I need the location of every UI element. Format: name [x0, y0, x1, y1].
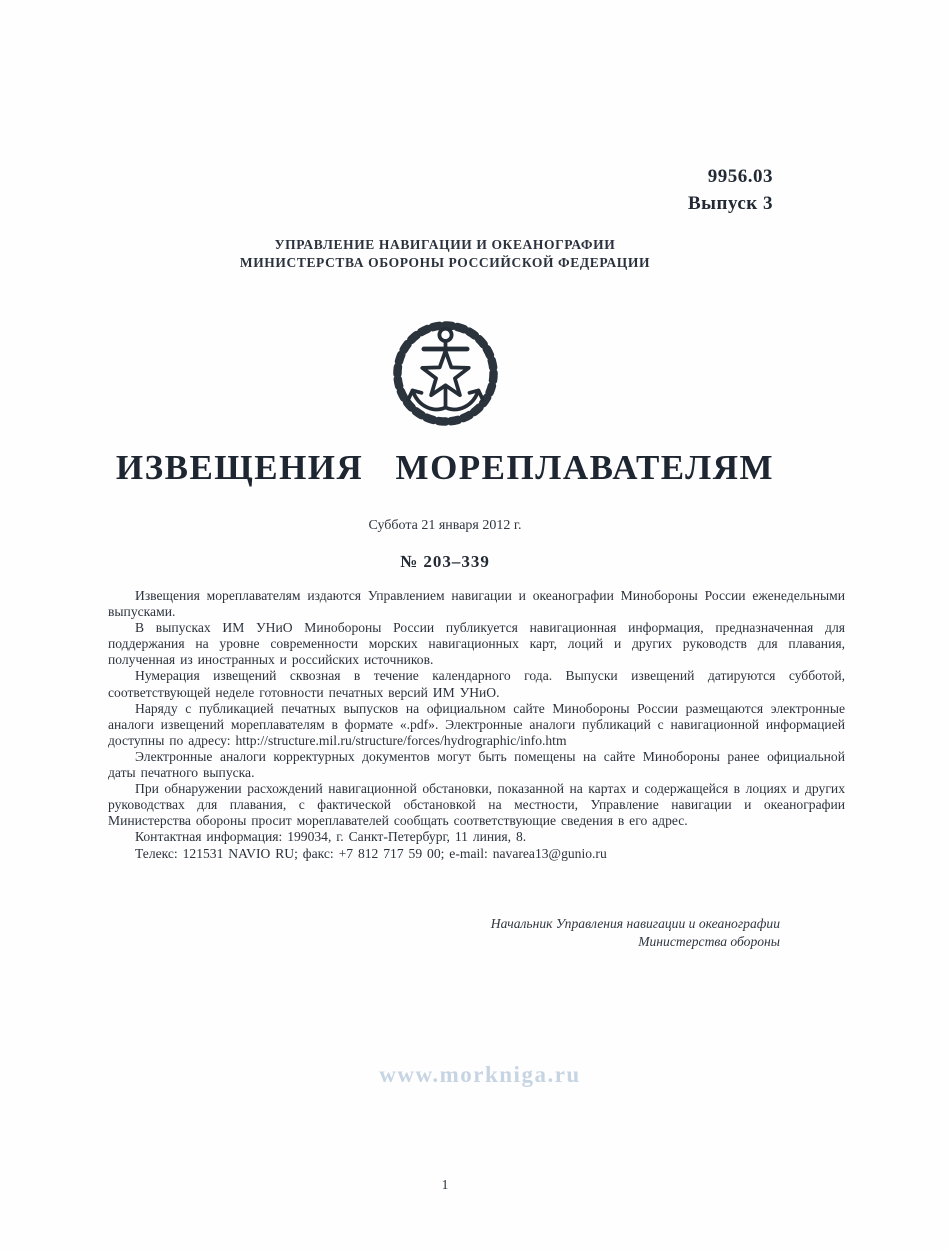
anchor-star-chain-emblem: [389, 317, 502, 430]
document-title: ИЗВЕЩЕНИЯ МОРЕПЛАВАТЕЛЯМ: [115, 448, 775, 487]
publication-code: 9956.03: [707, 166, 773, 187]
organization-line-2: МИНИСТЕРСТВА ОБОРОНЫ РОССИЙСКОЙ ФЕДЕРАЦИИ: [239, 255, 651, 270]
page-number: 1: [441, 1177, 449, 1192]
emblem-container: [0, 317, 890, 430]
paragraph-numbering: Нумерация извещений сквозная в течение календарного года. Выпуски извещений датируются субботой, соответствующей неделе готовности печатных версий ИМ УНиО.: [108, 668, 845, 700]
paragraph-early-publication: Электронные аналоги корректурных документов могут быть помещены на сайте Минобороны ранее официальной даты печатного выпуска.: [108, 748, 845, 781]
issue-date: Суббота 21 января 2012 г.: [368, 518, 522, 533]
issuing-organization: [0, 236, 890, 272]
organization-line-1: УПРАВЛЕНИЕ НАВИГАЦИИ И ОКЕАНОГРАФИИ: [274, 237, 616, 252]
watermark-text: www.morkniga.ru: [379, 1062, 581, 1087]
paragraph-intro: Извещения мореплавателям издаются Управлением навигации и океанографии Минобороны России еженедельными выпусками.: [108, 588, 845, 620]
paragraph-electronic-versions: Наряду с публикацией печатных выпусков на официальном сайте Минобороны России размещаются электронные аналоги извещений мореплавателям в формате «.pdf». Электронные аналоги публикаций с навигационной информацией доступны по адресу: http://structure.mil.ru/structure/forces/hydrographic/info.htm: [108, 700, 845, 748]
paragraph-discrepancy-reporting: При обнаружении расхождений навигационной обстановки, показанной на картах и содержащейся в лоциях и других руководствах для плавания, с фактической обстановкой на местности, Управление навигации и океанографии Министерства обороны просит мореплавателей сообщать соответствующие сведения в его адрес.: [108, 781, 845, 829]
signature-line-2: Министерства обороны: [638, 933, 780, 949]
issue-label: Выпуск 3: [687, 193, 773, 214]
publication-code-block: [0, 163, 773, 217]
notice-number-range: № 203–339: [400, 552, 490, 571]
paragraph-content-description: В выпусках ИМ УНиО Минобороны России публикуется навигационная информация, предназначенная для поддержания на уровне современности морских навигационных карт, лоций и других руководств для плавания, полученная из иностранных и российских источников.: [108, 620, 845, 668]
signature-block: [108, 915, 780, 950]
paragraph-contact-address: Контактная информация: 199034, г. Санкт-Петербург, 11 линия, 8.: [135, 829, 527, 845]
paragraph-contact-telex-email: Телекс: 121531 NAVIO RU; факс: +7 812 717 59 00; e-mail: navarea13@gunio.ru: [135, 845, 607, 861]
signature-line-1: Начальник Управления навигации и океанографии: [490, 916, 780, 931]
body-text: [108, 588, 845, 862]
